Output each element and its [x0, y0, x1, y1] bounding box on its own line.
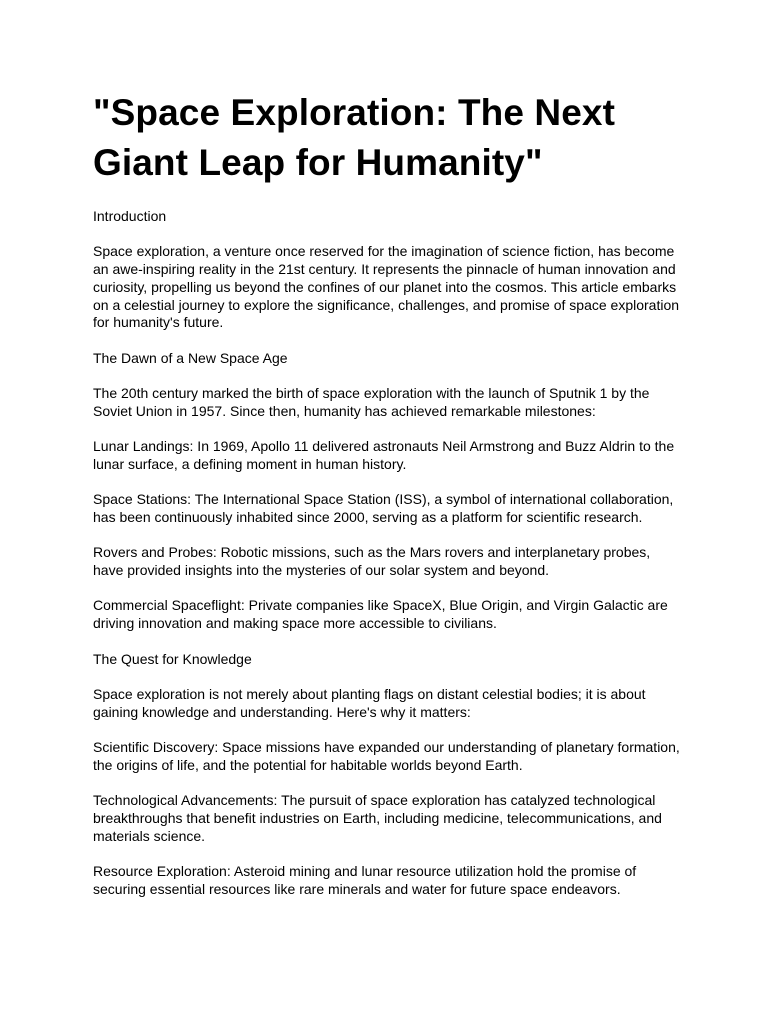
- paragraph-new-space-age: The 20th century marked the birth of space exploration with the launch of Sputnik 1 by the Soviet Union in 1957. Since then, humanity has achieved remarkable milestones:: [93, 385, 650, 419]
- section-heading-introduction: Introduction: [93, 208, 167, 224]
- paragraph-scientific-discovery: Scientific Discovery: Space missions have expanded our understanding of planetary formation, the origins of life, and the potential for habitable worlds beyond Earth.: [93, 738, 680, 773]
- paragraph-commercial-spaceflight: Commercial Spaceflight: Private companies like SpaceX, Blue Origin, and Virgin Galactic are driving innovation and making space more accessible to civilians.: [93, 597, 668, 632]
- paragraph-rovers-probes: Rovers and Probes: Robotic missions, such as the Mars rovers and interplanetary probes, have provided insights into the mysteries of our solar system and beyond.: [93, 544, 651, 579]
- section-heading-quest-for-knowledge: The Quest for Knowledge: [93, 650, 252, 667]
- paragraph-space-stations: Space Stations: The International Space Station (ISS), a symbol of international collaboration, has been continuously inhabited since 2000, serving as a platform for scientific research.: [93, 491, 674, 526]
- paragraph-introduction: Space exploration, a venture once reserved for the imagination of science fiction, has become an awe-inspiring reality in the 21st century. It represents the pinnacle of human innovation and curiosity, propelling us beyond the confines of our planet into the cosmos. This article embarks on a celestial journey to explore the significance, challenges, and promise of space exploration for humanity's future.: [93, 243, 680, 331]
- paragraph-lunar-landings: Lunar Landings: In 1969, Apollo 11 delivered astronauts Neil Armstrong and Buzz Aldrin to the lunar surface, a defining moment in human history.: [93, 438, 675, 472]
- section-heading-new-space-age: The Dawn of a New Space Age: [93, 349, 288, 366]
- paragraph-technological-advancements: Technological Advancements: The pursuit of space exploration has catalyzed technological breakthroughs that benefit industries on Earth, including medicine, telecommunications, and materials science.: [93, 792, 662, 844]
- document-title: "Space Exploration: The Next Giant Leap for Humanity": [93, 92, 616, 183]
- document-page: [93, 88, 683, 916]
- paragraph-resource-exploration: Resource Exploration: Asteroid mining and lunar resource utilization hold the promise of securing essential resources like rare minerals and water for future space endeavors.: [93, 862, 637, 897]
- paragraph-quest-for-knowledge: Space exploration is not merely about planting flags on distant celestial bodies; it is about gaining knowledge and understanding. Here's why it matters:: [93, 685, 646, 720]
